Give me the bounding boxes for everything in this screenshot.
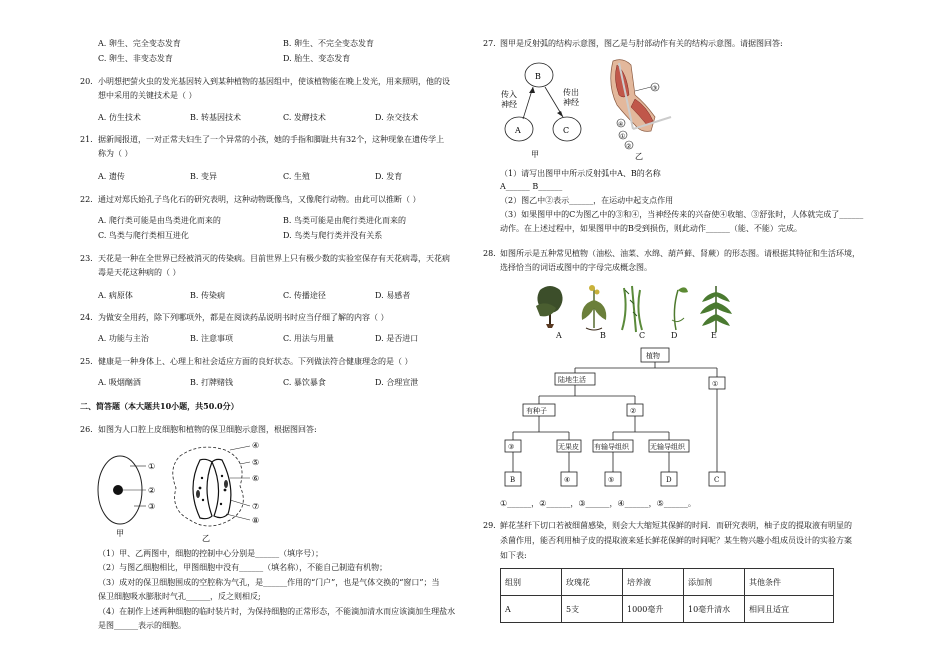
q22-option-c[interactable]: C. 鸟类与爬行类相互进化: [98, 231, 189, 240]
q20-option-d[interactable]: D. 杂交技术: [375, 113, 419, 122]
label-5: ⑤: [252, 458, 260, 467]
node-2-text: ②: [630, 407, 637, 415]
arm-label-4: ④: [618, 121, 624, 128]
q27-sub2: （2）图乙中②表示______，在运动中起支点作用: [500, 196, 674, 205]
q25-option-a[interactable]: A. 吸烟酗酒: [98, 378, 141, 387]
q19-option-d[interactable]: D. 胎生、变态发育: [283, 54, 351, 63]
q24-option-c[interactable]: C. 用法与用量: [283, 334, 334, 343]
plant-b-rape: [582, 285, 607, 330]
plant-letter-d: D: [671, 331, 678, 340]
q29-stem-line3: 如下表:: [500, 551, 527, 560]
q23-option-c[interactable]: C. 传播途径: [283, 291, 326, 300]
q24-number: 24.: [80, 313, 93, 322]
guard-cell-figure: [173, 441, 259, 543]
plant-letter-b: B: [600, 331, 606, 340]
q25-option-c[interactable]: C. 暴饮暴食: [283, 378, 326, 387]
q20-number: 20.: [80, 77, 93, 86]
q26-sub3b: 保卫细胞吸水膨胀时气孔______，反之则相反;: [98, 592, 261, 601]
node-a-label: A: [515, 126, 521, 135]
q26-sub2: （2）与图乙细胞相比，甲图细胞中没有______（填名称），不能自己制造有机物；: [98, 563, 388, 572]
table-header-cell: 培养液: [623, 569, 684, 596]
q24-stem-line1: 为做安全用药，除下列哪项外，都是在阅读药品说明书时应当仔细了解的内容（ ）: [98, 313, 389, 322]
node-land-text: 陆地生活: [558, 376, 586, 384]
q28-stem-line2: 选择恰当的词语或图中的字母完成概念图。: [500, 263, 652, 272]
node-c-label: C: [563, 126, 570, 135]
q24-option-b[interactable]: B. 注意事项: [190, 334, 233, 343]
leaf-5-text: ⑤: [608, 476, 615, 484]
caption-jia: 甲: [531, 150, 539, 159]
plant-letter-a: A: [556, 331, 562, 340]
q19-option-c[interactable]: C. 卵生、非变态发育: [98, 54, 173, 63]
arm-figure: [611, 60, 671, 161]
q25-stem-line1: 健康是一种身体上、心理上和社会适应方面的良好状态。下列做法符合健康理念的是（ ）: [98, 357, 413, 366]
q26-stem-line1: 如图为人口腔上皮细胞和植物的保卫细胞示意图，根据图回答:: [98, 425, 317, 434]
q28-number: 28.: [483, 249, 496, 258]
q21-stem-line1: 据新闻报道，一对正常夫妇生了一个异常的小孩，她的手指和脚趾共有32个，这种现象在遗传学上: [98, 135, 445, 144]
q19-option-b[interactable]: B. 卵生、不完全变态发育: [283, 39, 374, 48]
label-7: ⑦: [252, 502, 260, 511]
section-title: 二、简答题（本大题共10小题，共50.0分）: [80, 401, 239, 411]
arm-label-1: ①: [620, 133, 626, 140]
node-noseedcoat-text: 无果皮: [558, 443, 579, 451]
q22-number: 22.: [80, 195, 93, 204]
label-2: ②: [148, 486, 156, 495]
afferent-line2: 神经: [501, 100, 517, 109]
q23-stem-line1: 天花是一种在全世界已经被消灭的传染病。目前世界上只有极少数的实验室保存有天花病毒，天花病: [98, 254, 450, 263]
table-header-row: [501, 569, 834, 596]
leaf-d-text: D: [666, 476, 672, 484]
q26-number: 26.: [80, 425, 93, 434]
plant-a-pine: [536, 286, 563, 328]
q27-sub3a: （3）如果图甲中的C为图乙中的③和④，当神经传来的兴奋使④收缩、③舒张时，人体就完成了______: [500, 210, 864, 219]
q27-sub1b: A______ B______: [500, 182, 563, 191]
table-row: [501, 596, 834, 623]
q26-sub3a: （3）成对的保卫细胞围成的空腔称为气孔，是______作用的“门户”，也是气体交换的“窗口”；当: [98, 578, 440, 587]
plant-c-spirogyra: [622, 286, 642, 332]
q20-option-b[interactable]: B. 转基因技术: [190, 113, 241, 122]
table-header-cell: 添加剂: [684, 569, 745, 596]
concept-map: [495, 344, 740, 494]
table-cell: 10毫升清水: [684, 596, 745, 623]
q21-option-b[interactable]: B. 变异: [190, 172, 217, 181]
cheek-cell-figure: [98, 456, 155, 538]
q27-sub1: （1）请写出图甲中所示反射弧中A、B的名称: [500, 169, 661, 178]
q19-option-a[interactable]: A. 卵生、完全变态发育: [98, 39, 181, 48]
label-1: ①: [148, 462, 156, 471]
leaf-4-text: ④: [564, 476, 571, 484]
q25-option-b[interactable]: B. 打牌赌钱: [190, 378, 233, 387]
q26-sub4b: 是图______表示的细胞。: [98, 621, 186, 630]
q25-option-d[interactable]: D. 合理宣泄: [375, 378, 419, 387]
q26-sub1: （1）甲、乙两图中，细胞的控制中心分别是______（填序号）；: [98, 549, 324, 558]
node-seed-text: 有种子: [526, 407, 547, 415]
caption-jia: 甲: [116, 529, 124, 538]
reflex-arc-diagram: [495, 55, 675, 165]
arm-label-2: ②: [626, 143, 632, 150]
q22-stem-line1: 通过对郑氏始孔子鸟化石的研究表明，这种动物既像鸟，又像爬行动物。由此可以推断（ ）: [98, 195, 421, 204]
q24-option-a[interactable]: A. 功能与主治: [98, 334, 149, 343]
q23-option-b[interactable]: B. 传染病: [190, 291, 225, 300]
q23-number: 23.: [80, 254, 93, 263]
node-root-text: 植物: [646, 352, 660, 360]
q29-number: 29.: [483, 521, 496, 530]
node-b-label: B: [535, 72, 541, 81]
arm-label-3: ③: [652, 85, 658, 92]
q27-stem-line1: 图甲是反射弧的结构示意图，图乙是与肘部动作有关的结构示意图。请据图回答:: [500, 39, 783, 48]
label-6: ⑥: [252, 474, 260, 483]
q23-option-d[interactable]: D. 易感者: [375, 291, 411, 300]
node-1-text: ①: [712, 380, 719, 388]
efferent-line1: 传出: [563, 88, 579, 97]
efferent-line2: 神经: [563, 98, 579, 107]
node-vascular-text: 有输导组织: [594, 443, 629, 451]
plant-e-fern: [700, 286, 732, 332]
q25-number: 25.: [80, 357, 93, 366]
q20-stem-line1: 小明想把萤火虫的发光基因转入到某种植物的基因组中，使该植物能在晚上发光，用来照明，他的设: [98, 77, 450, 86]
q21-option-c[interactable]: C. 生殖: [283, 172, 310, 181]
leaf-c-text: C: [714, 476, 720, 484]
q22-option-a[interactable]: A. 爬行类可能是由鸟类进化而来的: [98, 216, 221, 225]
table-cell: A: [501, 596, 562, 623]
table-header-cell: 其他条件: [745, 569, 834, 596]
experiment-table: [500, 568, 834, 623]
q23-stem-line2: 毒是天花这种病的（ ）: [98, 268, 181, 277]
q20-option-a[interactable]: A. 仿生技术: [98, 113, 141, 122]
q27-number: 27.: [483, 39, 496, 48]
q29-stem-line2: 杀菌作用，能否利用柚子皮的提取液来延长鲜花保鲜的时间呢？某生物兴趣小组成员设计的实验方案: [500, 536, 852, 545]
caption-yi: 乙: [202, 534, 210, 543]
q28-answer-line: ①______，②______，③______，④______，⑤______。: [500, 499, 696, 508]
table-header-cell: 组别: [501, 569, 562, 596]
q21-option-d[interactable]: D. 发育: [375, 172, 403, 181]
q24-option-d[interactable]: D. 是否进口: [375, 334, 419, 343]
plant-d-moss: [672, 287, 688, 330]
q27-sub3b: 动作。在上述过程中，如果图甲中的B受到损伤，则此动作______（能、不能）完成。: [500, 224, 802, 233]
q22-option-d[interactable]: D. 鸟类与爬行类并没有关系: [283, 231, 383, 240]
q29-stem-line1: 鲜花茎秆下切口若被细菌感染，则会大大缩短其保鲜的时间．而研究表明，柚子皮的提取液有明显的: [500, 521, 852, 530]
q22-option-b[interactable]: B. 鸟类可能是由爬行类进化而来的: [283, 216, 406, 225]
q21-number: 21.: [80, 135, 93, 144]
q23-option-a[interactable]: A. 病原体: [98, 291, 133, 300]
label-4: ④: [252, 441, 260, 450]
table-cell: 1000毫升: [623, 596, 684, 623]
node-novascular-text: 无输导组织: [650, 443, 685, 451]
table-header-cell: 玫瑰花: [562, 569, 623, 596]
plant-letter-c: C: [639, 331, 646, 340]
q28-stem-line1: 如图所示是五种常见植物（油松、油菜、水绵、葫芦藓、肾蕨）的形态图。请根据其特征和生活环境，: [500, 249, 860, 258]
table-cell: 相同且适宜: [745, 596, 834, 623]
q20-stem-line2: 想中采用的关键技术是（ ）: [98, 91, 197, 100]
q20-option-c[interactable]: C. 发酵技术: [283, 113, 326, 122]
cell-diagram: [90, 438, 290, 543]
q21-option-a[interactable]: A. 遗传: [98, 172, 125, 181]
caption-yi: 乙: [635, 152, 643, 161]
label-8: ⑧: [252, 516, 260, 525]
afferent-line1: 传入: [501, 90, 517, 99]
label-3: ③: [148, 502, 156, 511]
node-3-text: ③: [508, 443, 515, 451]
leaf-b-text: B: [510, 476, 516, 484]
plant-letter-e: E: [711, 331, 717, 340]
table-cell: 5支: [562, 596, 623, 623]
q21-stem-line2: 称为（ ）: [98, 149, 133, 158]
q26-sub4a: （4）在制作上述两种细胞的临时装片时，为保持细胞的正常形态，不能滴加清水而应该滴加生理盐水: [98, 607, 456, 616]
